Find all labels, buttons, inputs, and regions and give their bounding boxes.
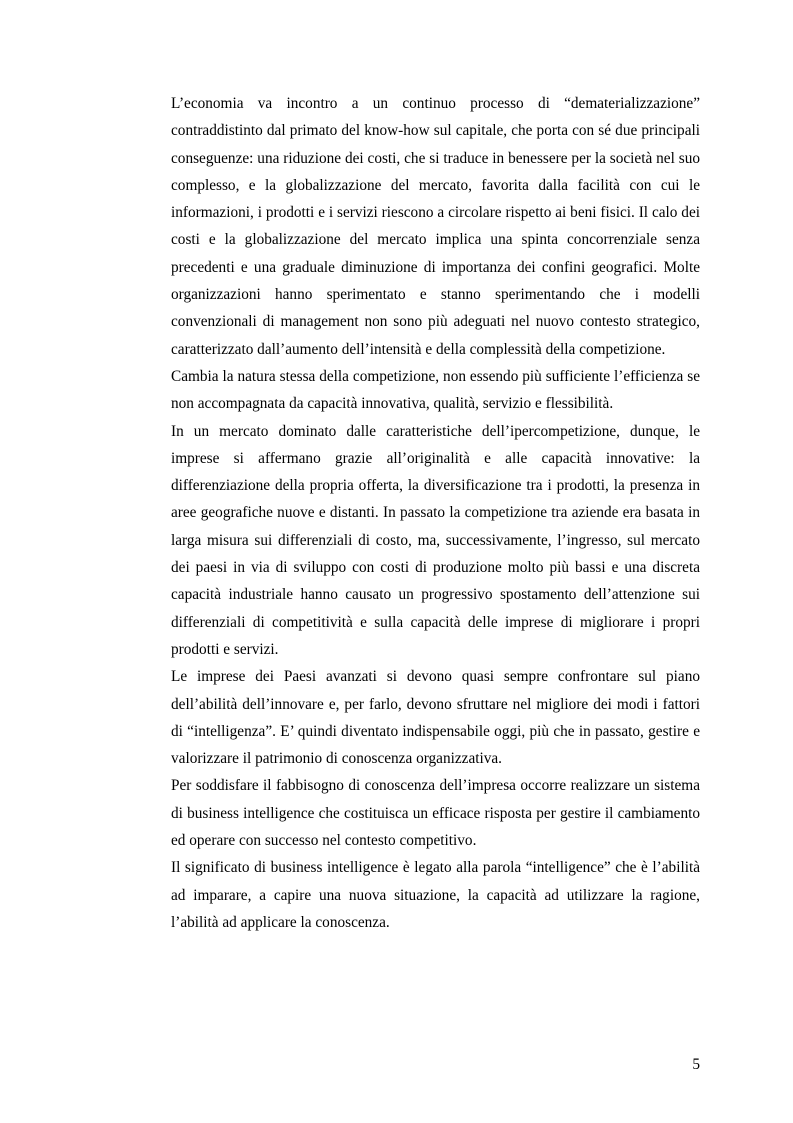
paragraph-6: Il significato di business intelligence è legato alla parola “intelligence” che è l’abilità ad imparare, a capire una nuova situazione, la capacità ad utilizzare la ragione, l’abilità ad applicare la conoscenza. [171, 859, 700, 931]
paragraph-2: Cambia la natura stessa della competizione, non essendo più sufficiente l’efficienza se non accompagnata da capacità innovativa, qualità, servizio e flessibilità. [171, 367, 700, 413]
paragraph-5: Per soddisfare il fabbisogno di conoscenza dell’impresa occorre realizzare un sistema di business intelligence che costituisca un efficace risposta per gestire il cambiamento ed operare con successo nel contesto competitivo. [171, 777, 700, 850]
page-number: 5 [692, 1056, 700, 1073]
paragraph-4: Le imprese dei Paesi avanzati si devono quasi sempre confrontare sul piano dell’abilità dell’innovare e, per farlo, devono sfruttare nel migliore dei modi i fattori di “intelligenza”. E’ quindi diventato indispensabile oggi, più che in passato, gestire e valorizzare il patrimonio di conoscenza organizzativa. [171, 668, 700, 768]
paragraph-1: L’economia va incontro a un continuo processo di “dematerializzazione” contraddistinto dal primato del know-how sul capitale, che porta con sé due principali conseguenze: una riduzione dei costi, che si traduce in benessere per la società nel suo complesso, e la globalizzazione del mercato, favorita dalla facilità con cui le informazioni, i prodotti e i servizi riescono a circolare rispetto ai beni fisici. Il calo dei costi e la globalizzazione del mercato implica una spinta concorrenziale senza precedenti e una graduale diminuzione di importanza dei confini geografici. Molte organizzazioni hanno sperimentato e stanno sperimentando che i modelli convenzionali di management non sono più adeguati nel nuovo contesto strategico, caratterizzato dall’aumento dell’intensità e della complessità della competizione. [171, 95, 700, 358]
paragraph-3: In un mercato dominato dalle caratteristiche dell’ipercompetizione, dunque, le imprese si affermano grazie all’originalità e alle capacità innovative: la differenziazione della propria offerta, la diversificazione tra i prodotti, la presenza in aree geografiche nuove e distanti. In passato la competizione tra aziende era basata in larga misura sui differenziali di costo, ma, successivamente, l’ingresso, sul mercato dei paesi in via di sviluppo con costi di produzione molto più bassi e una discreta capacità industriale hanno causato un progressivo spostamento dell’attenzione sui differenziali di competitività e sulla capacità delle imprese di migliorare i propri prodotti e servizi. [171, 422, 700, 658]
body-text [171, 90, 700, 936]
